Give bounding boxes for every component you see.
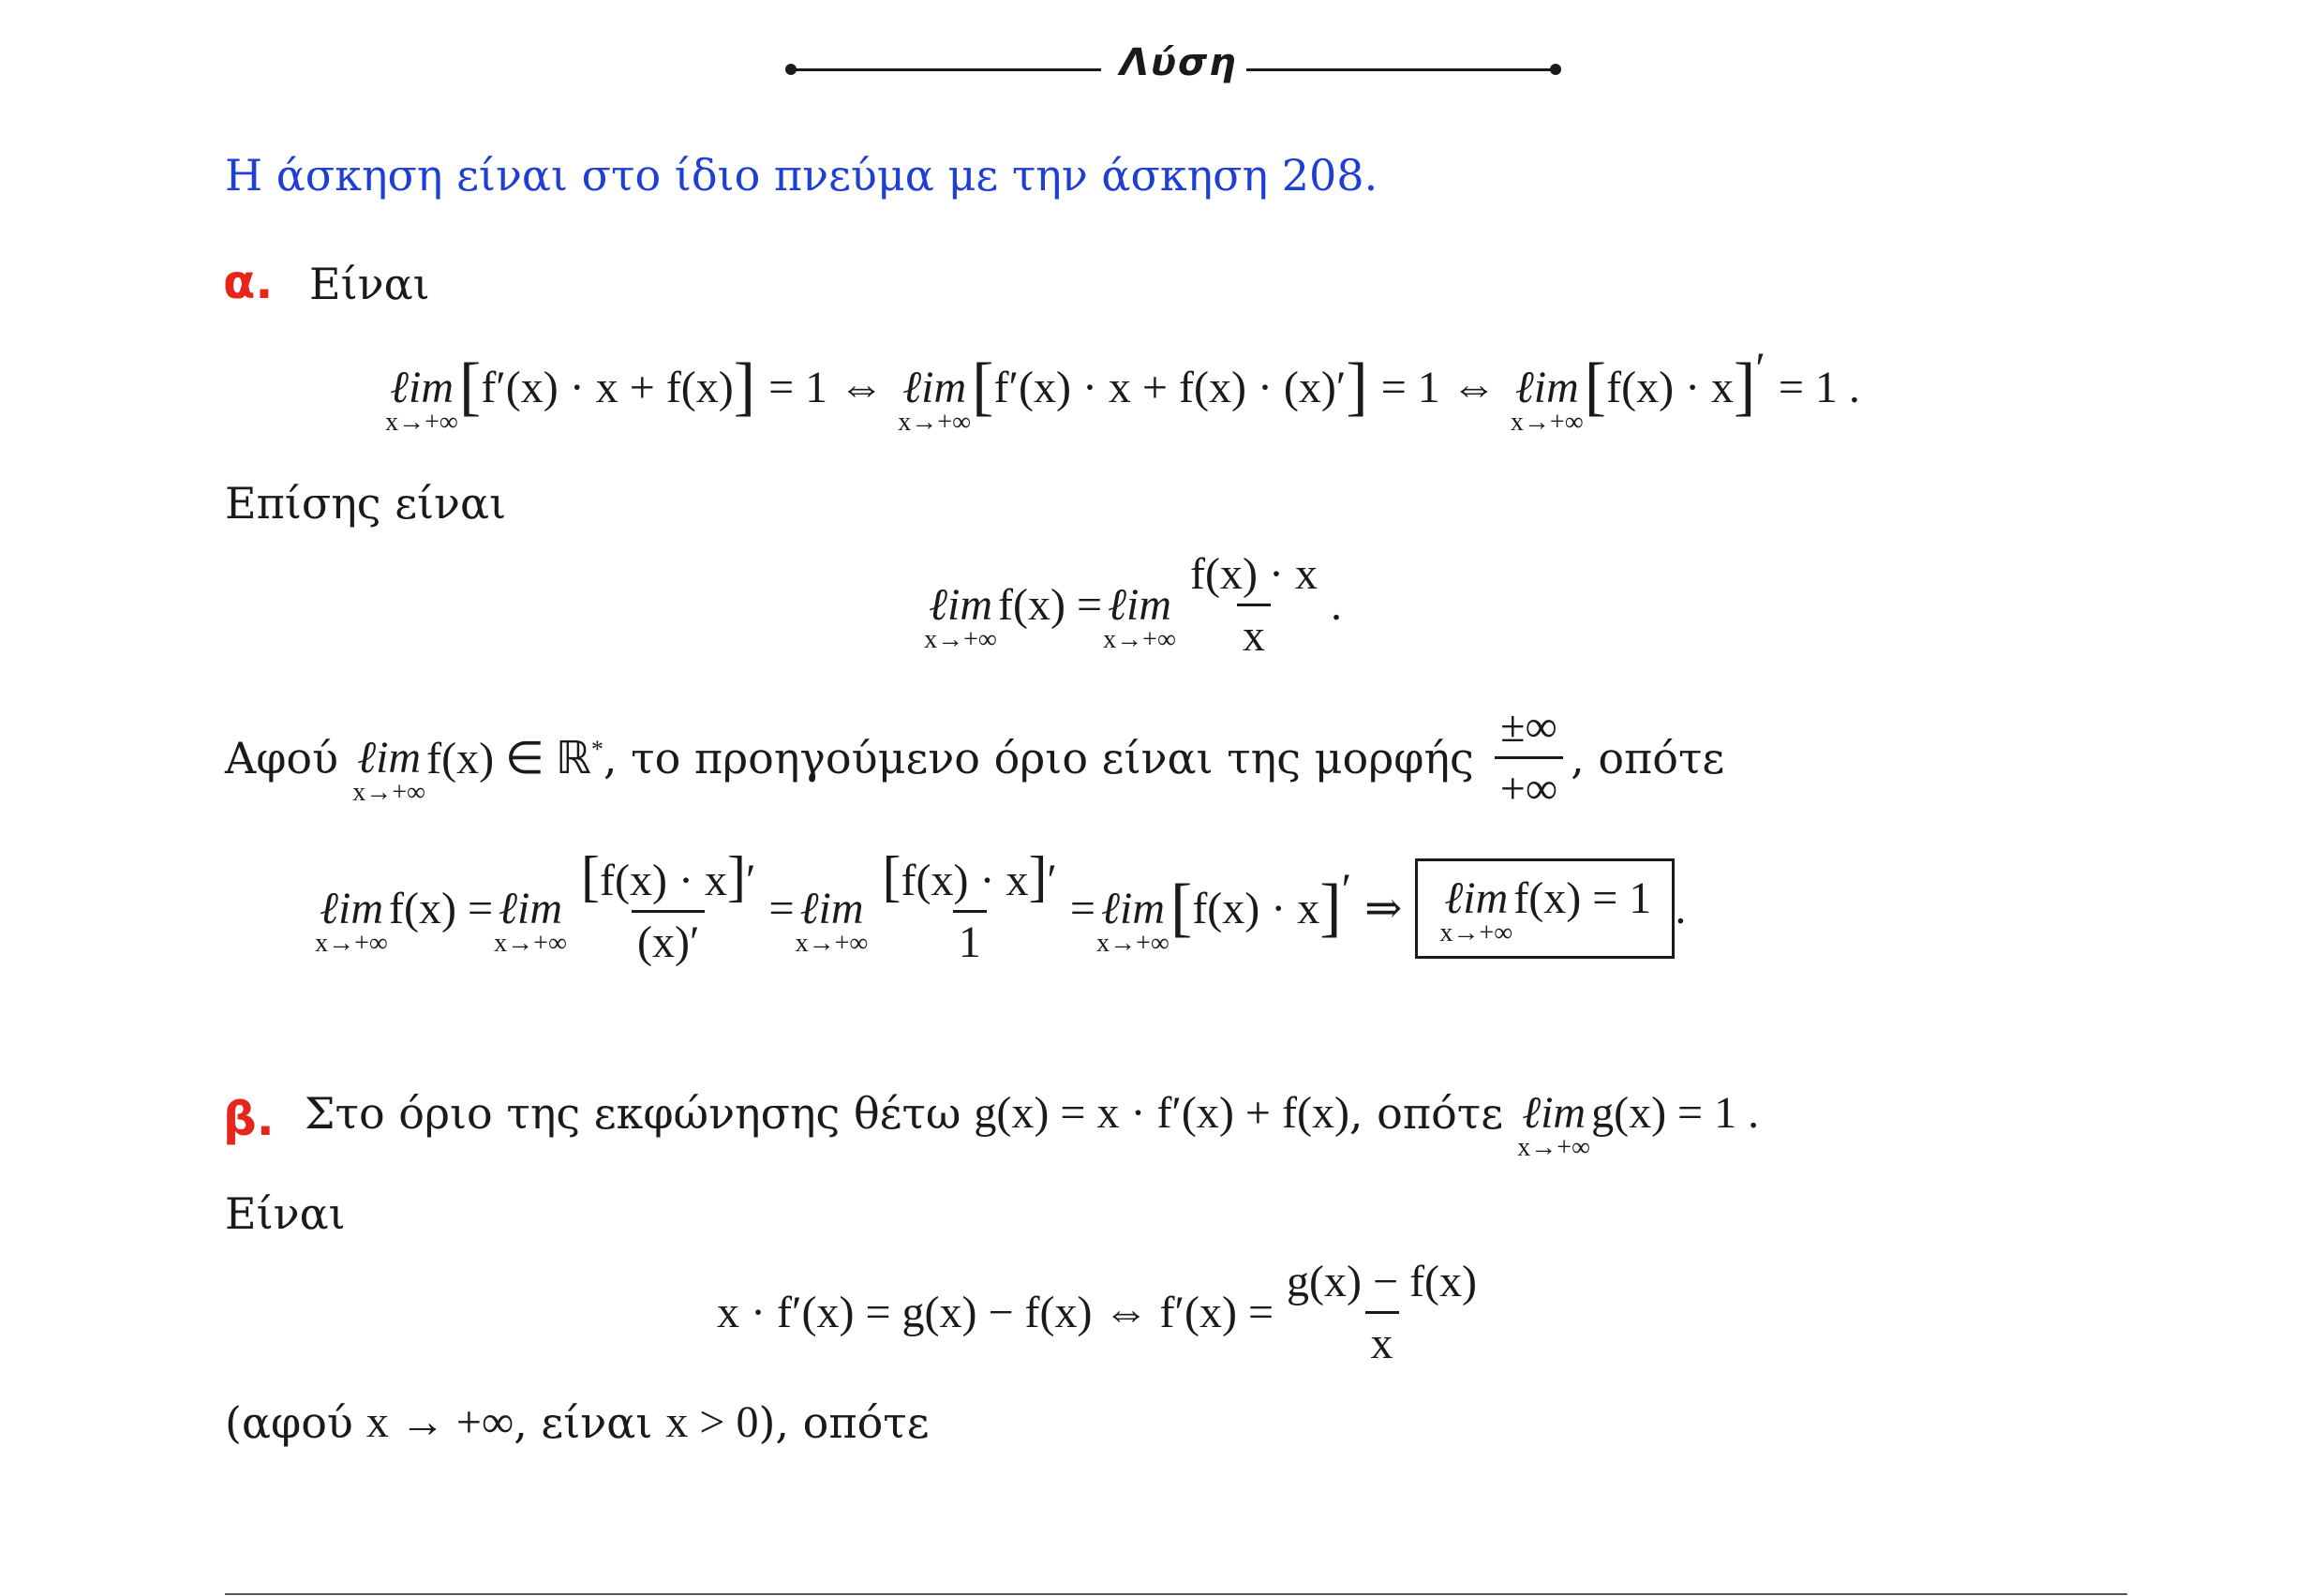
- equation-3: ℓim x→+∞ f(x) = ℓim x→+∞ $\frac{[f(x) \cdot x]'}{(x)'}$ = ℓim x→+∞ $\frac{[f(x) \cdot x]'}{1}$ = ℓim x→+∞ [ f(x) · x ] ′ ⇒ ℓim x→+∞ f(x) = 1 .: [315, 845, 1687, 967]
- final-line: (αφού x → +∞ , είναι x > 0 ), οπότε: [225, 1396, 930, 1448]
- header-rule-left: [792, 68, 1101, 71]
- footer-rule: [225, 1593, 2127, 1595]
- limit-operator: ℓim x→+∞: [385, 362, 458, 437]
- limit-operator: ℓim x→+∞: [1517, 1088, 1590, 1162]
- fraction: $\frac{g(x) - f(x)}{x}$: [1287, 1257, 1478, 1368]
- fraction: $\frac{[f(x) \cdot x]'}{1}$: [882, 845, 1057, 967]
- limit-operator: ℓim x→+∞: [795, 883, 869, 958]
- part-b-label: β.: [223, 1092, 275, 1146]
- part-b-line: Στο όριο της εκφώνησης θέτω g(x) = x · f′(x) + f(x) , οπότε ℓim x→+∞ g(x) = 1 .: [305, 1087, 1760, 1162]
- limit-operator: ℓim x→+∞: [924, 580, 997, 654]
- indeterminate-form: $\frac{\pm\infty}{+\infty}$: [1495, 701, 1563, 814]
- limit-operator: ℓim x→+∞: [315, 883, 388, 958]
- equation-1: ℓim x→+∞ [ f′(x) · x + f(x) ] = 1 ⇔ ℓim x→+∞ [ f′(x) · x + f(x) · (x)′ ] = 1 ⇔ ℓim x→+∞ [ f(x) · x ] ′ = 1 .: [385, 343, 1860, 437]
- header-rule-right: [1246, 68, 1556, 71]
- also-text: Επίσης είναι: [225, 478, 507, 529]
- equation-4: x · f′(x) = g(x) − f(x) ⇔ f′(x) = $\frac{g(x) - f(x)}{x}$: [717, 1256, 1490, 1369]
- fraction: $\frac{f(x) \cdot x}{x}$: [1190, 549, 1318, 661]
- limit-operator: ℓim x→+∞: [1439, 873, 1513, 947]
- limit-operator: ℓim x→+∞: [1510, 362, 1584, 437]
- equation-2: ℓim x→+∞ f(x) = ℓim x→+∞ $\frac{f(x) \cdot x}{x}$ .: [924, 549, 1342, 661]
- limit-operator: ℓim x→+∞: [898, 362, 972, 437]
- limit-operator: ℓim x→+∞: [1096, 883, 1169, 958]
- part-a-label: α.: [223, 255, 274, 309]
- header-dot-right: [1550, 64, 1561, 75]
- limit-operator: ℓim x→+∞: [494, 883, 567, 958]
- fraction: $\frac{[f(x) \cdot x]'}{(x)'}$: [581, 845, 756, 967]
- part-a-intro: Είναι: [309, 259, 430, 309]
- limit-operator: ℓim x→+∞: [352, 733, 425, 807]
- boxed-result: ℓim x→+∞ f(x) = 1: [1415, 858, 1675, 959]
- section-title: Λύση: [1120, 41, 1238, 84]
- since-line: Αφού ℓim x→+∞ f(x) ∈ ℝ* , το προηγούμενο όριο είναι της μορφής $\frac{\pm\infty}{+\infty}$ , οπότε: [225, 702, 1725, 813]
- intro-text: Η άσκηση είναι στο ίδιο πνεύμα με την άσκηση 208.: [225, 150, 1378, 201]
- limit-operator: ℓim x→+∞: [1103, 580, 1176, 654]
- is-text: Είναι: [225, 1188, 346, 1239]
